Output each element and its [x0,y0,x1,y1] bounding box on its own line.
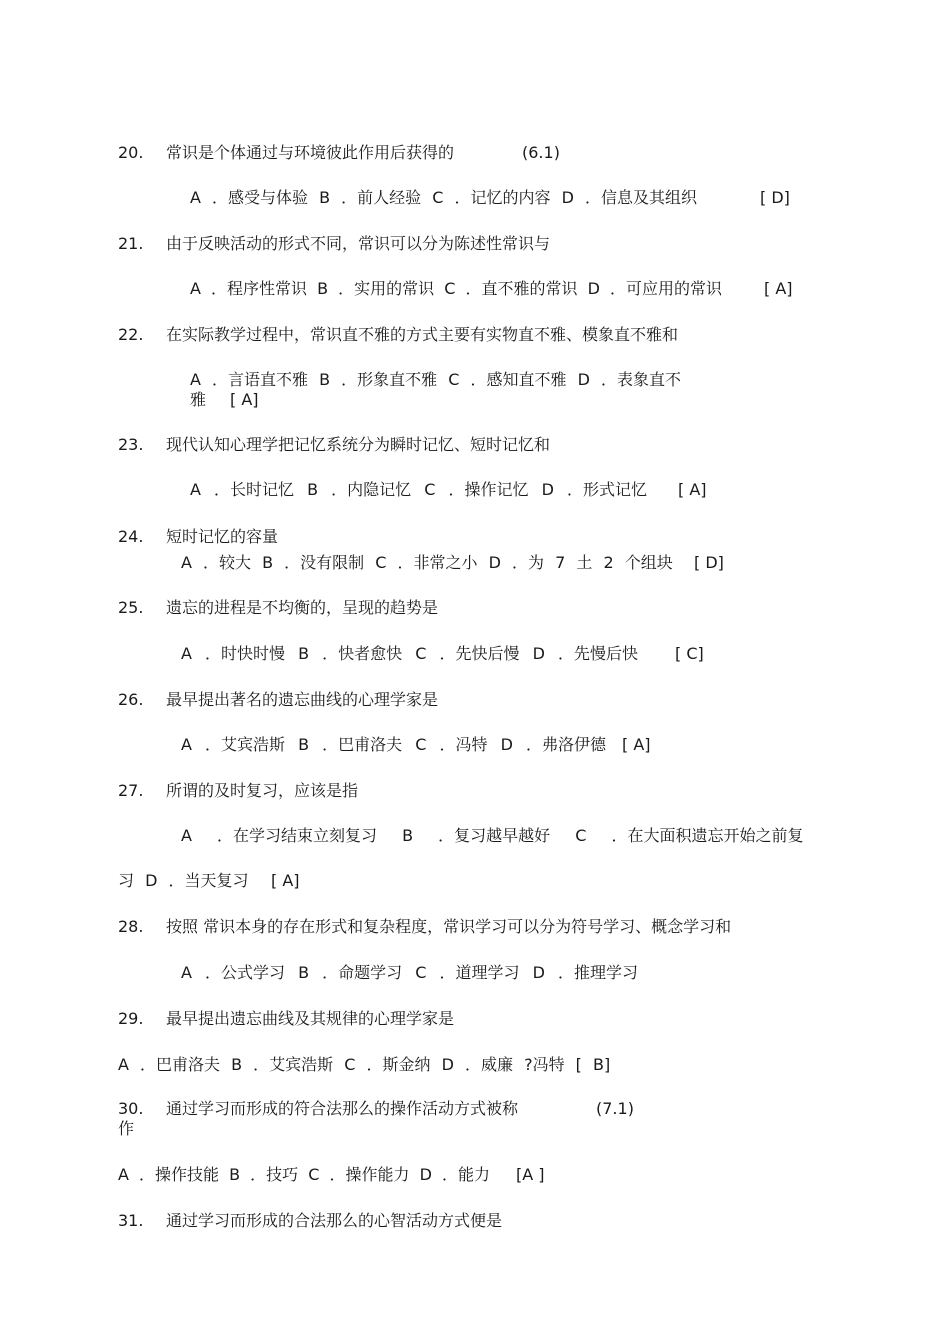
question-options: A ．言语直不雅 B ．形象直不雅 C ．感知直不雅 D ．表象直不 [190,370,682,389]
question-stem: 在实际教学过程中，常识直不雅的方式主要有实物直不雅、模象直不雅和 [166,325,679,344]
question-number: 30. [118,1099,144,1118]
question-stem: 现代认知心理学把记忆系统分为瞬时记忆、短时记忆和 [166,435,551,454]
question-options: A ．时快时慢 B ．快者愈快 C ．先快后慢 D ．先慢后快 [181,644,639,663]
question-number: 23. [118,435,144,454]
question-options: A ．艾宾浩斯 B ．巴甫洛夫 C ．冯特 D ．弗洛伊德 [181,735,607,754]
question-stem: 由于反映活动的形式不同，常识可以分为陈述性常识与 [166,234,551,253]
question-stem: 通过学习而形成的符合法那么的操作活动方式被称 [166,1099,519,1118]
question-tag: (7.1) [596,1099,634,1118]
question-options-continued: 习 D ．当天复习 [118,871,249,890]
question-options-continued: 雅 [190,390,207,409]
question-number: 20. [118,143,144,162]
question-answer: [ A] [678,480,707,499]
question-number: 22. [118,325,144,344]
question-answer: [A ] [516,1165,545,1184]
question-options: A ．在学习结束立刻复习 B ．复习越早越好 C ．在大面积遗忘开始之前复 [181,826,804,845]
question-tag: (6.1) [522,143,560,162]
question-options: A ．操作技能 B ．技巧 C ．操作能力 D ．能力 [118,1165,491,1184]
question-number: 21. [118,234,144,253]
question-stem: 常识是个体通过与环境彼此作用后获得的 [166,143,455,162]
question-options: A ．较大 B ．没有限制 C ．非常之小 D ．为 7 土 2 个组块 [181,553,673,572]
question-stem: 最早提出遗忘曲线及其规律的心理学家是 [166,1009,455,1028]
question-stem: 最早提出著名的遗忘曲线的心理学家是 [166,690,439,709]
question-stem: 按照 常识本身的存在形式和复杂程度，常识学习可以分为符号学习、概念学习和 [166,917,732,936]
question-answer: [ A] [271,871,300,890]
question-options: A ．感受与体验 B ．前人经验 C ．记忆的内容 D ．信息及其组织 [190,188,698,207]
question-answer: [ A] [764,279,793,298]
question-answer: [ A] [622,735,651,754]
question-options: A ．公式学习 B ．命题学习 C ．道理学习 D ．推理学习 [181,963,639,982]
question-answer: [ D] [760,188,790,207]
question-number: 25. [118,598,144,617]
question-number: 24. [118,527,144,546]
question-answer: [ D] [694,553,724,572]
question-answer: [ C] [675,644,704,663]
question-stem: 通过学习而形成的合法那么的心智活动方式便是 [166,1211,503,1230]
question-stem: 短时记忆的容量 [166,527,279,546]
question-options: A ．巴甫洛夫 B ．艾宾浩斯 C ．斯金纳 D ．威廉 ?冯特 [ B] [118,1055,611,1074]
question-options: A ．程序性常识 B ．实用的常识 C ．直不雅的常识 D ．可应用的常识 [190,279,723,298]
question-stem: 遗忘的进程是不均衡的，呈现的趋势是 [166,598,439,617]
question-answer: [ A] [230,390,259,409]
question-number: 27. [118,781,144,800]
question-number: 31. [118,1211,144,1230]
question-stem-continued: 作 [118,1119,135,1138]
question-number: 29. [118,1009,144,1028]
question-number: 28. [118,917,144,936]
question-number: 26. [118,690,144,709]
question-options: A ．长时记忆 B ．内隐记忆 C ．操作记忆 D ．形式记忆 [190,480,648,499]
question-stem: 所谓的及时复习，应该是指 [166,781,359,800]
